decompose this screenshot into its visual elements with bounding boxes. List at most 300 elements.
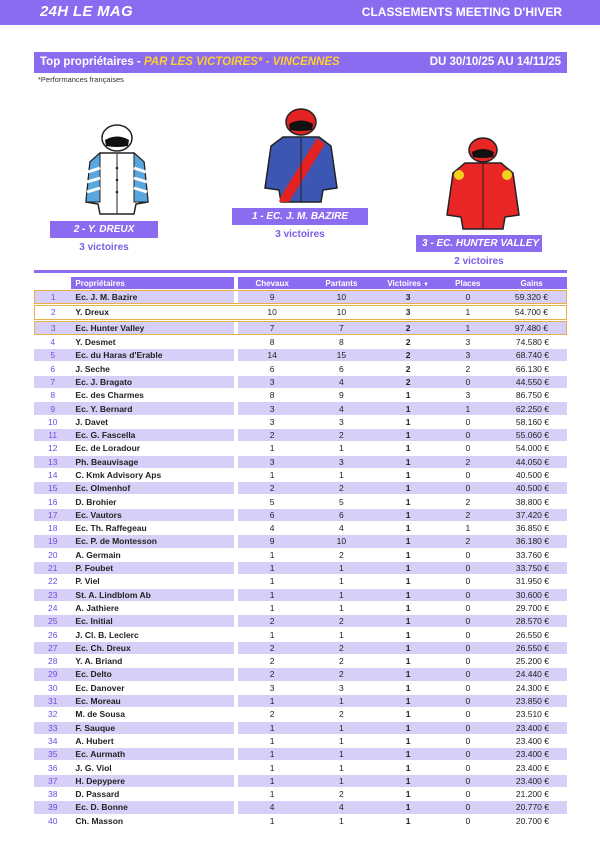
places-cell: 0 — [465, 549, 471, 560]
places-cell: 0 — [440, 801, 497, 813]
rank-cell: 21 — [34, 562, 71, 574]
owner-cell: Y. Dreux — [71, 305, 234, 319]
starters-cell: 3 — [339, 416, 344, 427]
places-cell: 0 — [440, 695, 497, 707]
wins-cell: 1 — [377, 722, 440, 734]
ranking-table — [34, 276, 567, 828]
wins-cell: 1 — [405, 762, 411, 773]
starters-cell: 2 — [306, 482, 377, 494]
rank-cell: 32 — [47, 709, 58, 720]
rank-cell: 13 — [34, 456, 71, 468]
earnings-cell: 40.500 € — [515, 470, 549, 480]
wins-cell: 1 — [377, 615, 440, 627]
table-row[interactable] — [34, 668, 567, 680]
horses-cell: 2 — [238, 642, 306, 654]
wins-cell: 1 — [377, 535, 440, 547]
horses-cell: 1 — [269, 762, 275, 773]
earnings-cell: 26.550 € — [515, 629, 549, 640]
starters-cell: 1 — [306, 775, 377, 787]
owner-cell: M. de Sousa — [75, 709, 125, 720]
horses-cell: 1 — [269, 576, 275, 587]
earnings-cell: 97.480 € — [496, 321, 567, 335]
owner-cell: Ec. Aurmath — [71, 748, 234, 760]
owner-cell: J. G. Viol — [75, 762, 112, 773]
rank-cell: 11 — [34, 429, 71, 441]
starters-cell: 1 — [339, 762, 344, 773]
starters-cell: 3 — [306, 456, 377, 468]
podium-3-label: 3 - EC. HUNTER VALLEY — [416, 235, 542, 252]
rank-cell: 26 — [47, 629, 58, 640]
wins-cell: 1 — [405, 416, 411, 427]
earnings-cell: 23.400 € — [515, 762, 549, 773]
earnings-cell: 54.700 € — [496, 305, 567, 319]
rank-cell: 2 — [34, 305, 71, 319]
owner-cell: H. Depypere — [71, 775, 234, 787]
table-row[interactable] — [34, 442, 567, 454]
wins-cell: 1 — [377, 801, 440, 813]
owner-cell: Ec. Hunter Valley — [71, 321, 234, 335]
wins-cell: 1 — [377, 668, 440, 680]
rank-cell: 17 — [34, 509, 71, 521]
table-row[interactable] — [34, 722, 567, 734]
earnings-cell: 37.420 € — [496, 509, 567, 521]
starters-cell: 15 — [306, 349, 377, 361]
horses-cell: 6 — [269, 363, 275, 374]
horses-cell: 1 — [269, 629, 275, 640]
starters-cell: 1 — [339, 470, 344, 480]
rank-cell: 33 — [34, 722, 71, 734]
places-cell: 2 — [465, 496, 471, 507]
earnings-cell: 86.750 € — [515, 390, 549, 401]
rank-cell: 5 — [34, 349, 71, 361]
table-row[interactable] — [34, 290, 567, 304]
earnings-cell: 24.300 € — [515, 682, 549, 693]
rank-cell: 18 — [47, 523, 58, 534]
earnings-cell: 20.770 € — [496, 801, 567, 813]
wins-cell: 1 — [377, 642, 440, 654]
places-cell: 0 — [440, 589, 497, 601]
rank-cell: 25 — [34, 615, 71, 627]
wins-cell: 1 — [405, 523, 411, 534]
horses-cell: 2 — [238, 615, 306, 627]
podium-1 — [232, 208, 368, 240]
starters-cell: 4 — [306, 376, 377, 388]
places-cell: 0 — [440, 748, 497, 760]
horses-cell: 1 — [238, 562, 306, 574]
starters-cell: 2 — [339, 709, 344, 720]
table-header-row — [34, 277, 567, 289]
earnings-cell: 30.600 € — [496, 589, 567, 601]
earnings-cell: 54.000 € — [515, 443, 549, 454]
earnings-cell: 62.250 € — [496, 402, 567, 414]
table-row[interactable] — [34, 642, 567, 654]
earnings-cell: 44.550 € — [496, 376, 567, 388]
table-row[interactable] — [34, 602, 567, 614]
ranking-title-prefix: Top propriétaires - — [40, 56, 144, 68]
horses-cell: 8 — [269, 337, 275, 348]
table-row[interactable] — [34, 362, 567, 374]
section-title: CLASSEMENTS MEETING D'HIVER — [361, 5, 562, 19]
podium-1-label: 1 - EC. J. M. BAZIRE — [232, 208, 368, 225]
starters-cell: 2 — [306, 615, 377, 627]
places-cell: 1 — [440, 321, 497, 335]
owner-cell: Ec. Th. Raffegeau — [75, 523, 147, 534]
wins-cell: 1 — [405, 789, 411, 800]
places-cell: 3 — [440, 349, 497, 361]
horses-cell: 2 — [238, 668, 306, 680]
places-cell: 0 — [465, 762, 471, 773]
ranking-title — [40, 56, 340, 68]
horses-cell: 2 — [269, 656, 275, 667]
rank-cell: 29 — [34, 668, 71, 680]
starters-cell: 2 — [339, 549, 344, 560]
sort-desc-icon: ▼ — [423, 281, 429, 288]
table-row[interactable] — [34, 389, 567, 401]
podium-3 — [416, 235, 542, 267]
starters-cell: 6 — [306, 509, 377, 521]
podium-1-wins: 3 victoires — [275, 229, 325, 240]
col-rank-header — [34, 277, 71, 289]
owner-cell: Ec. J. M. Bazire — [71, 290, 234, 304]
table-row[interactable] — [34, 801, 567, 813]
places-cell: 0 — [465, 629, 471, 640]
horses-cell: 2 — [238, 429, 306, 441]
wins-cell: 3 — [377, 305, 440, 319]
wins-cell: 1 — [377, 509, 440, 521]
horses-cell: 3 — [238, 402, 306, 414]
starters-cell: 1 — [306, 722, 377, 734]
places-cell: 0 — [440, 775, 497, 787]
places-cell: 0 — [440, 615, 497, 627]
table-row[interactable] — [34, 456, 567, 468]
horses-cell: 3 — [238, 456, 306, 468]
horses-cell: 1 — [269, 470, 275, 480]
owner-cell: Ph. Beauvisage — [71, 456, 234, 468]
starters-cell: 1 — [339, 443, 344, 454]
jersey-2-icon — [72, 118, 162, 218]
rank-cell: 10 — [47, 416, 58, 427]
places-cell: 0 — [465, 789, 471, 800]
podium-2 — [50, 221, 158, 253]
rank-cell: 1 — [34, 290, 71, 304]
starters-cell: 1 — [339, 815, 344, 826]
earnings-cell: 58.160 € — [515, 416, 549, 427]
col-starters-header[interactable]: Partants — [306, 277, 377, 289]
places-cell: 0 — [440, 429, 497, 441]
rank-cell: 39 — [34, 801, 71, 813]
table-row[interactable] — [34, 482, 567, 494]
table-row[interactable] — [34, 788, 567, 800]
places-cell: 1 — [440, 402, 497, 414]
places-cell: 0 — [465, 709, 471, 720]
table-row[interactable] — [34, 376, 567, 388]
wins-cell: 1 — [377, 562, 440, 574]
earnings-cell: 20.700 € — [515, 815, 549, 826]
table-row[interactable] — [34, 321, 567, 335]
owner-cell: J. Davet — [75, 416, 109, 427]
jersey-1-icon — [255, 104, 347, 208]
earnings-cell: 40.500 € — [496, 482, 567, 494]
places-cell: 0 — [465, 682, 471, 693]
wins-cell: 1 — [405, 815, 411, 826]
starters-cell: 2 — [306, 642, 377, 654]
places-cell: 2 — [440, 509, 497, 521]
wins-cell: 1 — [405, 443, 411, 454]
table-row[interactable] — [34, 655, 567, 667]
owner-cell: St. A. Lindblom Ab — [71, 589, 234, 601]
rank-cell: 4 — [50, 337, 56, 348]
horses-cell: 7 — [238, 321, 306, 335]
starters-cell: 1 — [306, 695, 377, 707]
owner-cell: P. Foubet — [71, 562, 234, 574]
podium-2-label: 2 - Y. DREUX — [50, 221, 158, 238]
table-row[interactable] — [34, 336, 567, 348]
owner-cell: J. Cl. B. Leclerc — [75, 629, 139, 640]
horses-cell: 8 — [269, 390, 275, 401]
wins-cell: 1 — [377, 695, 440, 707]
owner-cell: Ec. G. Fascella — [71, 429, 234, 441]
starters-cell: 8 — [339, 337, 344, 348]
wins-cell: 1 — [377, 429, 440, 441]
horses-cell: 5 — [269, 496, 275, 507]
owner-cell: A. Jathiere — [75, 602, 119, 613]
rank-cell: 15 — [34, 482, 71, 494]
earnings-cell: 23.400 € — [496, 775, 567, 787]
earnings-cell: 23.400 € — [496, 722, 567, 734]
rank-cell: 14 — [47, 470, 58, 480]
owner-cell: A. Germain — [75, 549, 121, 560]
wins-cell: 1 — [405, 549, 411, 560]
table-row[interactable] — [34, 469, 567, 481]
horses-cell: 1 — [238, 695, 306, 707]
horses-cell: 3 — [269, 416, 275, 427]
owner-cell: Ch. Masson — [75, 815, 124, 826]
owner-cell: Ec. Vautors — [71, 509, 234, 521]
owner-cell: Ec. P. de Montesson — [71, 535, 234, 547]
earnings-cell: 23.400 € — [515, 735, 549, 746]
horses-cell: 1 — [238, 748, 306, 760]
horses-cell: 10 — [238, 305, 306, 319]
starters-cell: 7 — [306, 321, 377, 335]
col-horses-header[interactable]: Chevaux — [238, 277, 306, 289]
owner-cell: Ec. Ch. Dreux — [71, 642, 234, 654]
places-cell: 0 — [440, 562, 497, 574]
wins-cell: 2 — [405, 363, 411, 374]
wins-cell: 1 — [377, 456, 440, 468]
table-row[interactable] — [34, 735, 567, 747]
col-places-header[interactable]: Places — [440, 277, 497, 289]
starters-cell: 3 — [339, 682, 344, 693]
earnings-cell: 33.750 € — [496, 562, 567, 574]
starters-cell: 4 — [339, 523, 344, 534]
earnings-cell: 44.050 € — [496, 456, 567, 468]
owner-cell: Ec. de Loradour — [75, 443, 141, 454]
owner-cell: J. Seche — [75, 363, 110, 374]
places-cell: 0 — [440, 376, 497, 388]
jersey-3-icon — [437, 133, 529, 233]
owner-cell: D. Brohier — [75, 496, 117, 507]
owner-cell: Ec. du Haras d'Erable — [71, 349, 234, 361]
table-row[interactable] — [34, 522, 567, 534]
starters-cell: 10 — [306, 305, 377, 319]
wins-cell: 1 — [377, 589, 440, 601]
starters-cell: 2 — [306, 668, 377, 680]
places-cell: 0 — [440, 642, 497, 654]
starters-cell: 1 — [339, 735, 344, 746]
rank-cell: 12 — [47, 443, 58, 454]
wins-cell: 3 — [377, 290, 440, 304]
places-cell: 2 — [440, 456, 497, 468]
ranking-header — [34, 52, 567, 73]
col-wins-label: Victoires — [387, 278, 422, 288]
rank-cell: 40 — [47, 815, 58, 826]
owner-cell: A. Hubert — [75, 735, 114, 746]
table-row[interactable] — [34, 402, 567, 414]
starters-cell: 10 — [306, 535, 377, 547]
starters-cell: 9 — [339, 390, 344, 401]
footnote: *Performances françaises — [38, 75, 124, 84]
starters-cell: 1 — [339, 629, 344, 640]
starters-cell: 4 — [306, 402, 377, 414]
earnings-cell: 23.510 € — [515, 709, 549, 720]
places-cell: 0 — [465, 470, 471, 480]
table-row[interactable] — [34, 495, 567, 507]
earnings-cell: 59.320 € — [496, 290, 567, 304]
table-row[interactable] — [34, 708, 567, 720]
rank-cell: 22 — [47, 576, 58, 587]
rank-cell: 9 — [34, 402, 71, 414]
rank-cell: 34 — [47, 735, 58, 746]
rank-cell: 24 — [47, 602, 58, 613]
rank-cell: 8 — [50, 390, 56, 401]
wins-cell: 1 — [405, 629, 411, 640]
earnings-cell: 26.550 € — [496, 642, 567, 654]
places-cell: 3 — [465, 337, 471, 348]
horses-cell: 2 — [238, 482, 306, 494]
table-row[interactable] — [34, 305, 567, 319]
rank-cell: 19 — [34, 535, 71, 547]
starters-cell: 2 — [339, 656, 344, 667]
starters-cell: 2 — [339, 789, 344, 800]
wins-cell: 2 — [377, 376, 440, 388]
rank-cell: 38 — [47, 789, 58, 800]
horses-cell: 1 — [238, 722, 306, 734]
places-cell: 0 — [440, 290, 497, 304]
earnings-cell: 33.760 € — [515, 549, 549, 560]
places-cell: 0 — [440, 722, 497, 734]
rank-cell: 23 — [34, 589, 71, 601]
table-row[interactable] — [34, 349, 567, 361]
places-cell: 0 — [440, 482, 497, 494]
table-row[interactable] — [34, 589, 567, 601]
horses-cell: 4 — [238, 801, 306, 813]
places-cell: 2 — [440, 535, 497, 547]
starters-cell: 4 — [306, 801, 377, 813]
starters-cell: 2 — [306, 429, 377, 441]
table-row[interactable] — [34, 682, 567, 694]
rank-cell: 37 — [34, 775, 71, 787]
places-cell: 2 — [465, 363, 471, 374]
starters-cell: 1 — [306, 562, 377, 574]
rank-cell: 36 — [47, 762, 58, 773]
table-row[interactable] — [34, 549, 567, 561]
table-row[interactable] — [34, 535, 567, 547]
owner-cell: Ec. Olmenhof — [71, 482, 234, 494]
horses-cell: 1 — [269, 443, 275, 454]
horses-cell: 3 — [238, 376, 306, 388]
owner-cell: Ec. Y. Bernard — [71, 402, 234, 414]
horses-cell: 6 — [238, 509, 306, 521]
places-cell: 0 — [465, 735, 471, 746]
places-cell: 0 — [440, 668, 497, 680]
earnings-cell: 23.400 € — [496, 748, 567, 760]
table-row[interactable] — [34, 416, 567, 428]
table-row[interactable] — [34, 562, 567, 574]
horses-cell: 3 — [269, 682, 275, 693]
col-wins-header[interactable] — [377, 277, 440, 289]
earnings-cell: 66.130 € — [515, 363, 549, 374]
table-row[interactable] — [34, 509, 567, 521]
wins-cell: 1 — [405, 602, 411, 613]
horses-cell: 9 — [238, 535, 306, 547]
ranking-body — [34, 290, 567, 827]
starters-cell: 1 — [306, 589, 377, 601]
horses-cell: 2 — [269, 709, 275, 720]
wins-cell: 1 — [405, 496, 411, 507]
wins-cell: 2 — [405, 337, 411, 348]
earnings-cell: 38.800 € — [515, 496, 549, 507]
wins-cell: 1 — [405, 709, 411, 720]
earnings-cell: 28.570 € — [496, 615, 567, 627]
table-row[interactable] — [34, 575, 567, 587]
earnings-cell: 55.060 € — [496, 429, 567, 441]
podium-3-wins: 2 victoires — [454, 256, 504, 267]
starters-cell: 1 — [339, 576, 344, 587]
rank-cell: 30 — [47, 682, 58, 693]
owner-cell: Ec. D. Bonne — [71, 801, 234, 813]
table-row[interactable] — [34, 695, 567, 707]
earnings-cell: 68.740 € — [496, 349, 567, 361]
places-cell: 1 — [440, 305, 497, 319]
table-row[interactable] — [34, 775, 567, 787]
horses-cell: 1 — [238, 589, 306, 601]
places-cell: 0 — [465, 656, 471, 667]
wins-cell: 1 — [377, 748, 440, 760]
table-row[interactable] — [34, 628, 567, 640]
starters-cell: 1 — [306, 748, 377, 760]
col-earnings-header[interactable]: Gains — [496, 277, 567, 289]
earnings-cell: 36.850 € — [515, 523, 549, 534]
table-row[interactable] — [34, 429, 567, 441]
table-row[interactable] — [34, 615, 567, 627]
horses-cell: 9 — [238, 290, 306, 304]
earnings-cell: 31.950 € — [515, 576, 549, 587]
divider — [34, 270, 567, 273]
table-row[interactable] — [34, 761, 567, 773]
earnings-cell: 21.200 € — [515, 789, 549, 800]
owner-cell: Y. A. Briand — [75, 656, 123, 667]
owner-cell: Ec. J. Bragato — [71, 376, 234, 388]
owner-cell: D. Passard — [75, 789, 120, 800]
rank-cell: 27 — [34, 642, 71, 654]
places-cell: 3 — [465, 390, 471, 401]
places-cell: 0 — [465, 815, 471, 826]
table-row[interactable] — [34, 748, 567, 760]
wins-cell: 1 — [377, 402, 440, 414]
owner-cell: Ec. Initial — [71, 615, 234, 627]
table-row[interactable] — [34, 815, 567, 827]
owner-cell: Ec. Moreau — [71, 695, 234, 707]
